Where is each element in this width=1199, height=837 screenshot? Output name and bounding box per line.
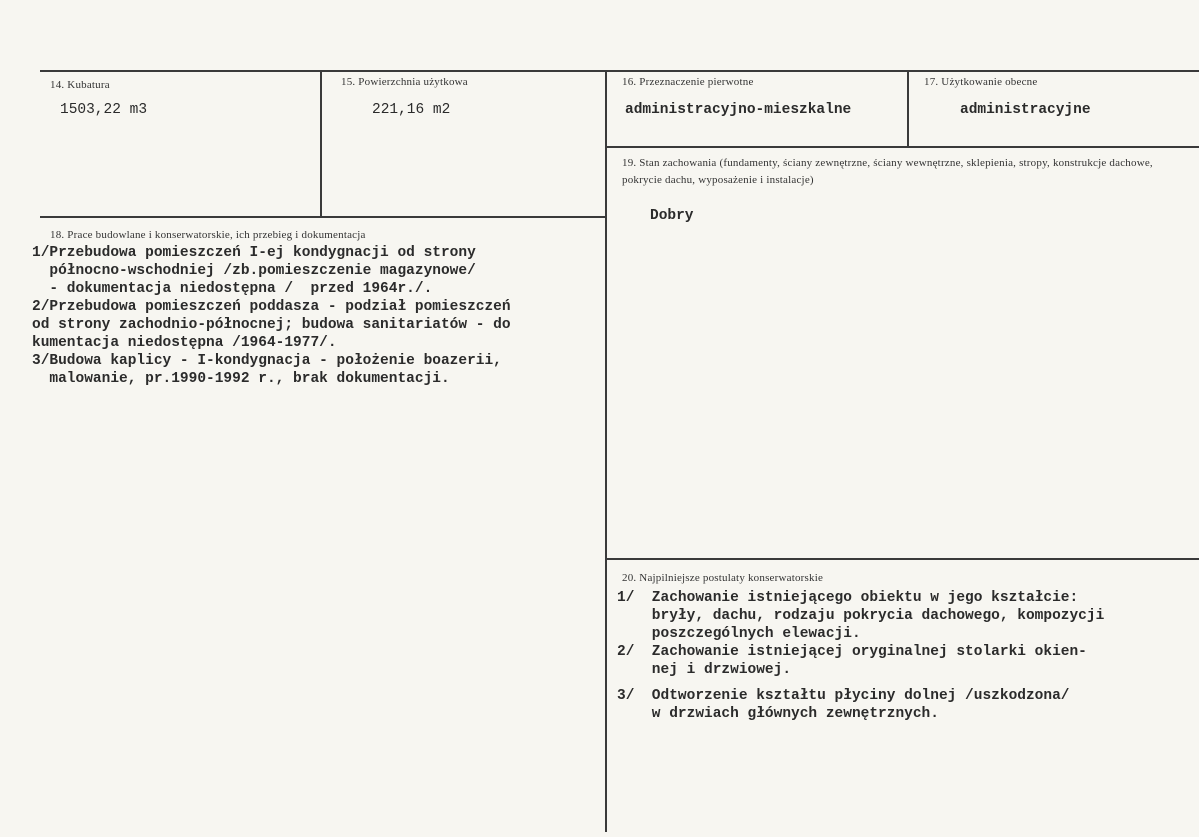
field-18-line: od strony zachodnio-północnej; budowa sanitariatów - do bbox=[32, 317, 511, 333]
field-20-line: nej i drzwiowej. bbox=[617, 662, 792, 678]
field-18-line: malowanie, pr.1990-1992 r., brak dokumentacji. bbox=[32, 371, 450, 387]
field-18-line: 2/Przebudowa pomieszczeń poddasza - podział pomieszczeń bbox=[32, 299, 511, 315]
field-18-line: - dokumentacja niedostępna / przed 1964r./. bbox=[32, 281, 433, 297]
field-15-value: 221,16 m2 bbox=[372, 102, 451, 118]
field-18-line: północno-wschodniej /zb.pomieszczenie magazynowe/ bbox=[32, 263, 476, 279]
field-18-line: 3/Budowa kaplicy - I-kondygnacja - położenie boazerii, bbox=[32, 353, 502, 369]
field-18-content bbox=[32, 244, 511, 388]
field-20-line: bryły, dachu, rodzaju pokrycia dachowego, kompozycji bbox=[617, 608, 1105, 624]
divider-14-15 bbox=[320, 70, 322, 217]
field-18-line: kumentacja niedostępna /1964-1977/. bbox=[32, 335, 337, 351]
field-19-value: Dobry bbox=[650, 208, 694, 224]
field-20-label: 20. Najpilniejsze postulaty konserwatorskie bbox=[622, 572, 824, 584]
divider-row-19-20 bbox=[605, 558, 1199, 560]
field-17-label: 17. Użytkowanie obecne bbox=[924, 76, 1038, 88]
divider-main-vertical bbox=[605, 70, 607, 832]
field-19-label: 19. Stan zachowania (fundamenty, ściany zewnętrzne, ściany wewnętrzne, sklepienia, stropy, konstrukcje dachowe, pokrycie dachu, wyposażenie i instalacje) bbox=[622, 157, 1153, 186]
field-17-value: administracyjne bbox=[960, 102, 1091, 118]
field-14-value: 1503,22 m3 bbox=[60, 102, 148, 118]
divider-row-14-18 bbox=[40, 216, 606, 218]
field-20-line: poszczególnych elewacji. bbox=[617, 626, 861, 642]
field-20-line: 2/ Zachowanie istniejącej oryginalnej stolarki okien- bbox=[617, 644, 1087, 660]
field-20-line: 1/ Zachowanie istniejącego obiektu w jego kształcie: bbox=[617, 590, 1079, 606]
field-20-line: w drzwiach głównych zewnętrznych. bbox=[617, 706, 939, 722]
field-18-line: 1/Przebudowa pomieszczeń I-ej kondygnacji od strony bbox=[32, 245, 476, 261]
field-14-label: 14. Kubatura bbox=[50, 79, 110, 91]
field-15-label: 15. Powierzchnia użytkowa bbox=[341, 76, 468, 88]
divider-row-16-19 bbox=[605, 146, 1199, 148]
field-18-label: 18. Prace budowlane i konserwatorskie, ich przebieg i dokumentacja bbox=[50, 229, 366, 241]
top-border-line bbox=[40, 70, 1199, 72]
divider-16-17 bbox=[907, 70, 909, 146]
field-16-label: 16. Przeznaczenie pierwotne bbox=[622, 76, 754, 88]
field-20-line: 3/ Odtworzenie kształtu płyciny dolnej /uszkodzona/ bbox=[617, 688, 1070, 704]
field-16-value: administracyjno-mieszkalne bbox=[625, 102, 852, 118]
field-20-content bbox=[617, 589, 1104, 723]
